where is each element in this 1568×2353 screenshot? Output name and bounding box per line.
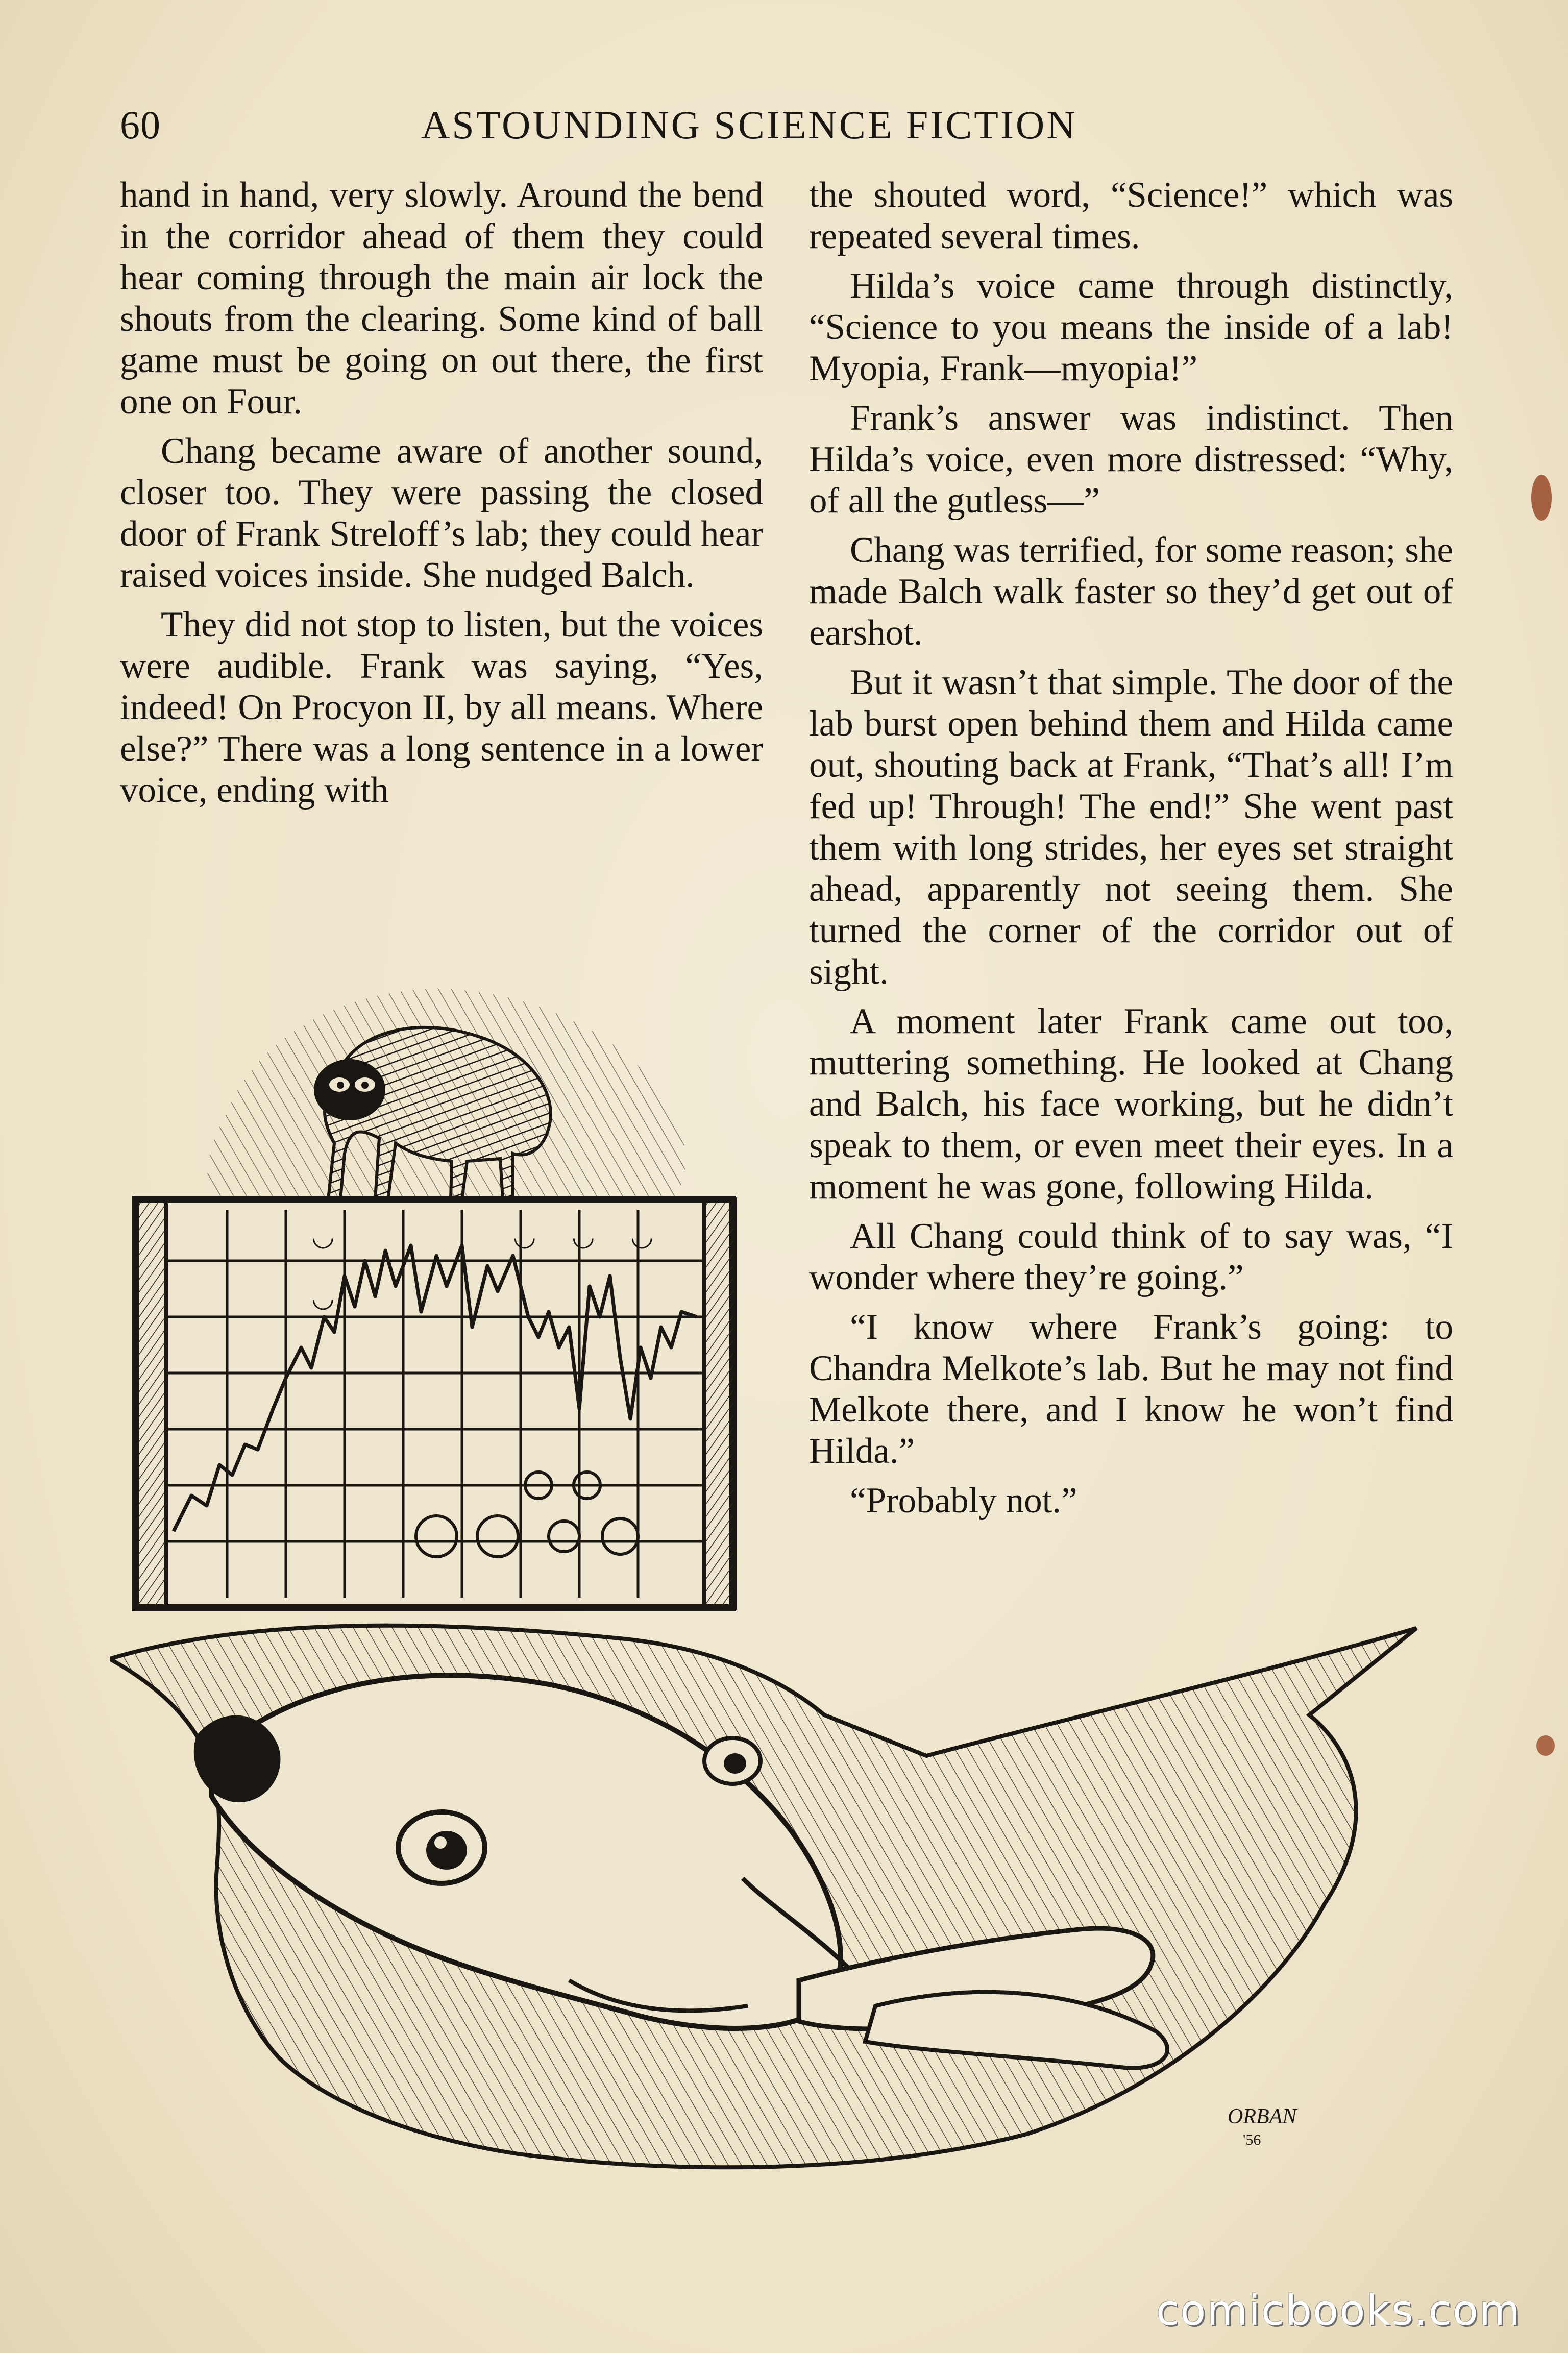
paragraph: Chang was terrified, for some reason; she made Balch walk faster so they’d get out of earshot.: [809, 530, 1453, 653]
chart-symbol: ◡: [572, 1221, 595, 1252]
paragraph: “Probably not.”: [850, 1481, 1077, 1521]
paragraph: hand in hand, very slowly. Around the bend in the corridor ahead of them they could hear coming through the main air lock the shouts from the clearing. Some kind of ball game must be going on out there, the first one on Four.: [120, 175, 763, 422]
watermark: comicbooks.com: [1156, 2287, 1521, 2335]
paragraph: Chang became aware of another sound, closer too. They were passing the closed door of Frank Streloff’s lab; they could hear raised voices inside. She nudged Balch.: [120, 431, 763, 595]
paragraph: They did not stop to listen, but the voices were audible. Frank was saying, “Yes, indeed! On Procyon II, by all means. Where else?” There was a long sentence in a lower voice, ending with: [120, 605, 763, 810]
illustrator-signature-year: '56: [1243, 2131, 1261, 2148]
illustrator-signature: ORBAN: [1228, 2105, 1297, 2128]
page-number: 60: [120, 103, 161, 147]
chart-symbol: ◡: [311, 1221, 335, 1252]
paragraph: Hilda’s voice came through distinctly, “Science to you means the inside of a lab! Myopia, Frank—myopia!”: [809, 266, 1453, 388]
chart-symbol: ◡: [513, 1221, 536, 1252]
paper-stain: [1536, 1735, 1555, 1756]
paragraph: the shouted word, “Science!” which was repeated several times.: [809, 175, 1453, 256]
paragraph: “I know where Frank’s going: to Chandra Melkote’s lab. But he may not find Melkote there, and I know he won’t find Hilda.”: [809, 1307, 1453, 1471]
page-header: [120, 102, 1455, 158]
chart-symbol: ◡: [630, 1221, 654, 1252]
graph-panel: [135, 1199, 735, 1608]
left-column: [120, 175, 763, 819]
paragraph: Frank’s answer was indistinct. Then Hilda’s voice, even more distressed: “Why, of all the gutless—”: [809, 398, 1453, 521]
running-head: ASTOUNDING SCIENCE FICTION: [421, 103, 1077, 147]
paragraph: All Chang could think of to say was, “I wonder where they’re going.”: [809, 1216, 1453, 1297]
paragraph: A moment later Frank came out too, muttering something. He looked at Chang and Balch, his face working, but he didn’t speak to them, or even meet their eyes. In a moment he was gone, following Hilda.: [809, 1001, 1453, 1207]
chart-symbol: ◡: [311, 1283, 335, 1313]
paper-stain: [1531, 475, 1552, 521]
story-illustration: [110, 960, 1437, 2236]
paragraph: But it wasn’t that simple. The door of the lab burst open behind them and Hilda came out, shouting back at Frank, “That’s all! I’m fed up! Through! The end!” She went past them with long strides, her eyes set straight ahead, apparently not seeing them. She turned the corner of the corridor out of sight.: [809, 663, 1453, 992]
large-creature-head: [110, 1626, 1416, 2168]
